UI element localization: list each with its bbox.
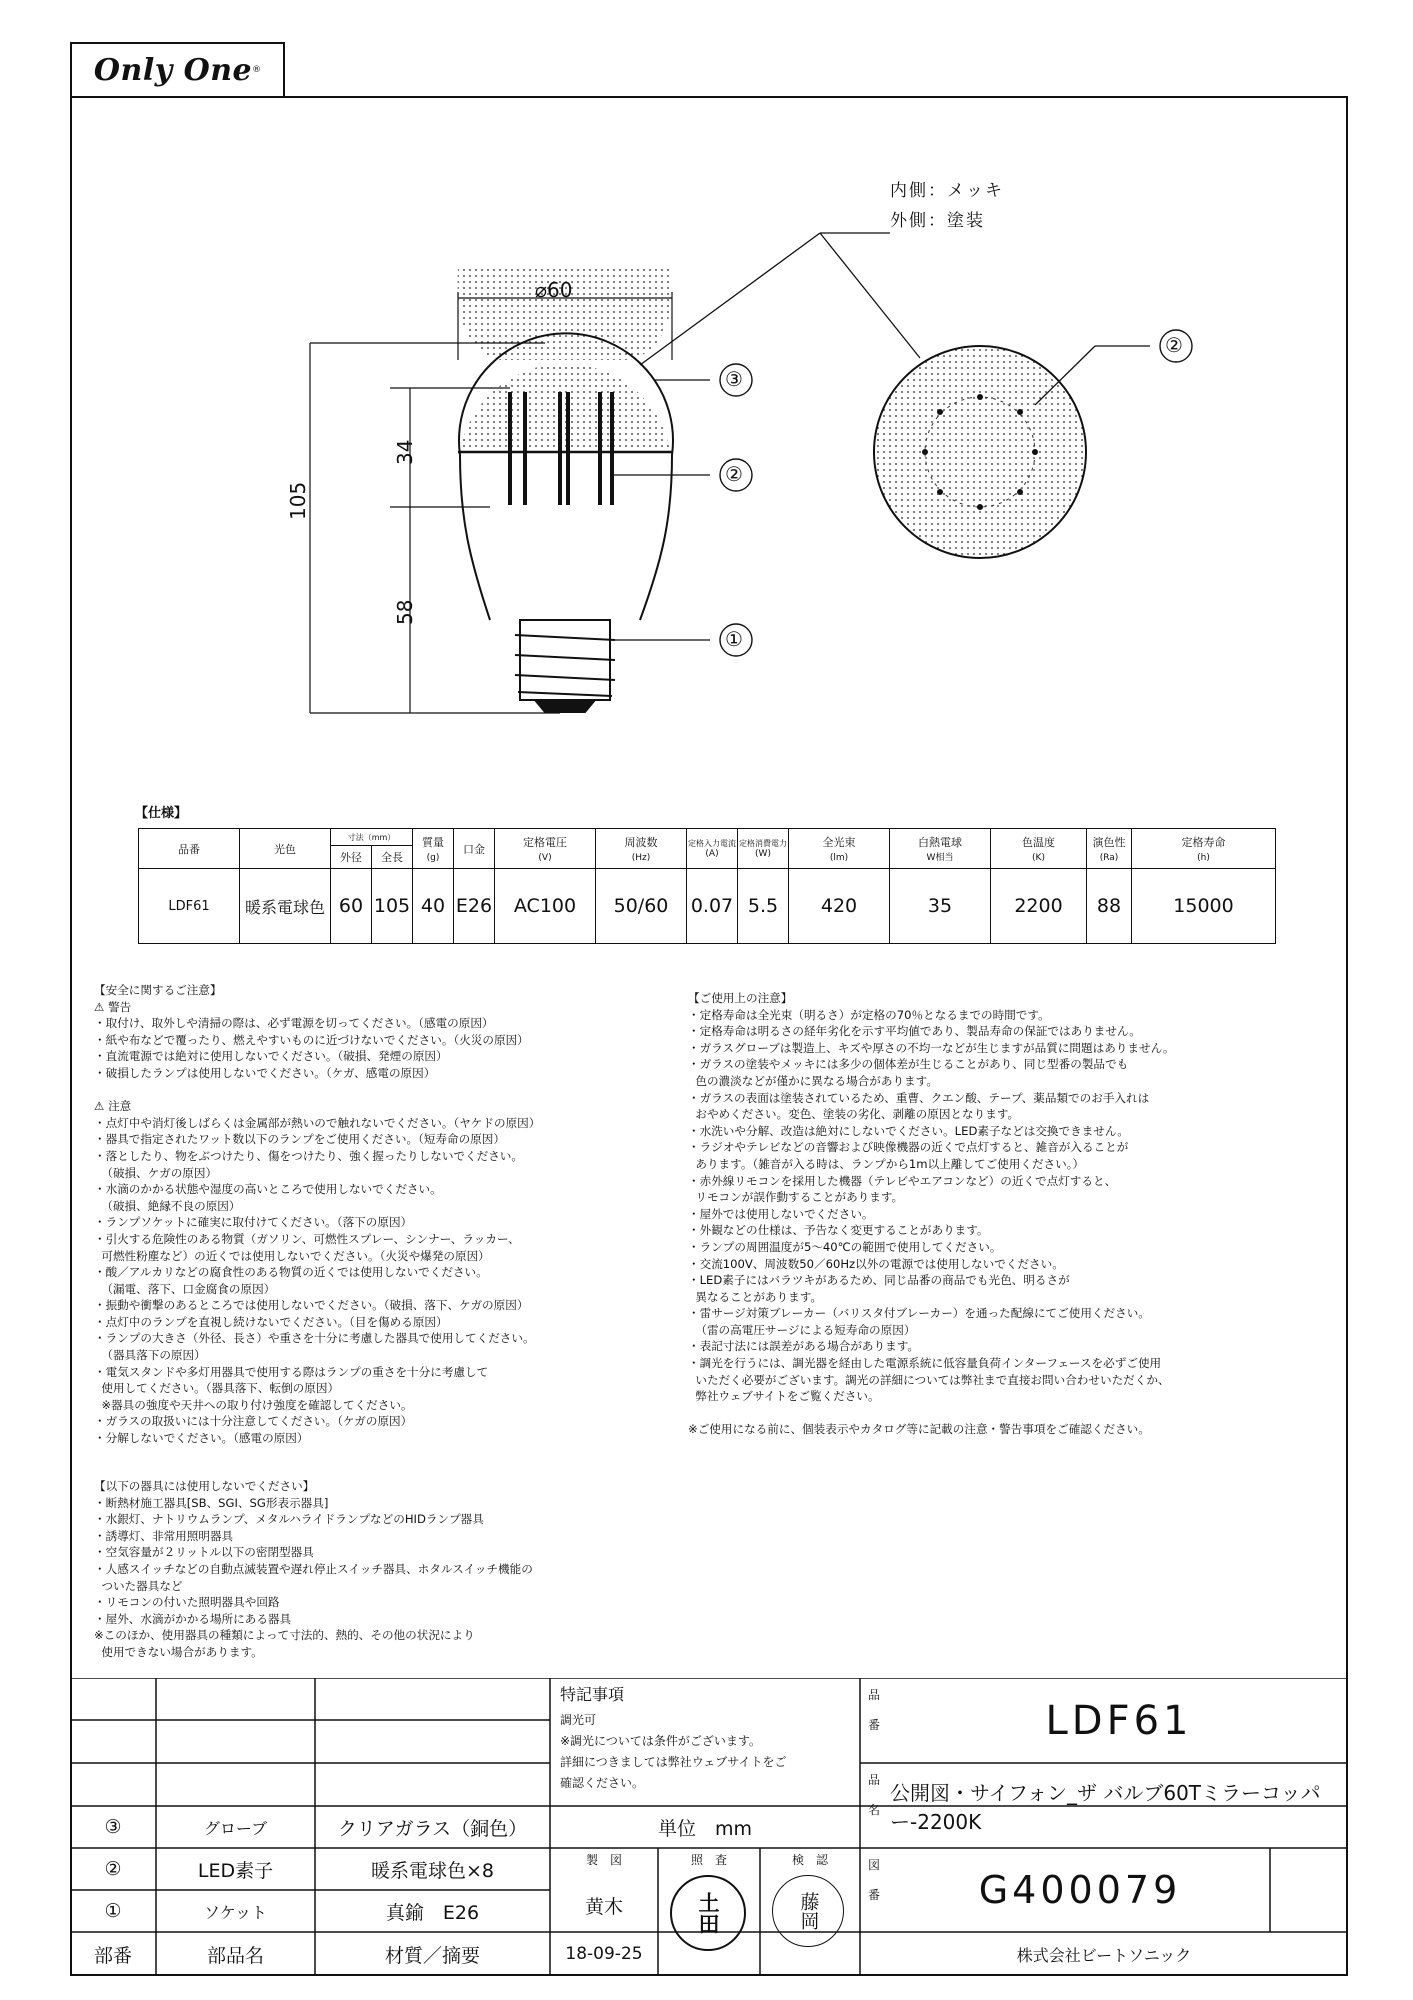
drawing-no: G400079: [978, 1868, 1182, 1912]
td-base: E26: [454, 869, 495, 944]
checked-seal: 土田: [670, 1875, 746, 1951]
td-incandescent: 35: [890, 869, 991, 944]
dim-diameter: ⌀60: [535, 278, 573, 302]
part-row-3-no: ③: [104, 1816, 122, 1838]
unit: 単位 mm: [657, 1817, 753, 1840]
th-length: 全長: [372, 846, 413, 869]
td-flux: 420: [789, 869, 890, 944]
logo-text: Only One: [93, 52, 253, 88]
marker-top-2: ②: [1165, 333, 1183, 357]
callout-inner: 内側：メッキ: [890, 181, 1004, 201]
th-outer-dia: 外径: [331, 846, 372, 869]
th-flux: 全光束 (lm): [789, 829, 890, 869]
th-power: 定格消費電力 (W): [738, 829, 789, 869]
th-mass: 質量 (g): [413, 829, 454, 869]
usage-notes: 【ご使用上の注意】 ・定格寿命は全光束（明るさ）が定格の70％となるまでの時間です。 ・定格寿命は明るさの経年劣化を示す平均値であり、製品寿命の保証ではありません。 ・ガラスグローブは製造上、キズや厚さの不均一などが生じますが品質に問題はありません。 ・ガラスの塗装やメッキには多少の個体差が生じることがあり、同じ型番の製品でも 色の濃淡などが僅かに異なる場合があります。 ・ガラスの表面は塗装されているため、重曹、クエン酸、テープ、薬品類でのお手入れは おやめください。変色、塗装の劣化、剥離の原因となります。 ・水洗いや分解、改造は絶対にしないでください。LED素子などは交換できません。 ・ラジオやテレビなどの音響および映像機器の近くで点灯すると、雑音が入ることが あります。（雑音が入る時は、ランプから1m以上離してご使用ください。） ・赤外線リモコンを採用した機器（テレビやエアコンなど）の近くで点灯すると、 リモコンが誤作動することがあります。 ・屋外では使用しないでください。 ・外観などの仕様は、予告なく変更することがあります。 ・ランプの周囲温度が5～40℃の範囲で使用してください。 ・交流100V、周波数50／60Hz以外の電源では使用しないでください。 ・LED素子にはバラツキがあるため、同じ品番の商品でも光色、明るさが 異なることがあります。 ・雷サージ対策ブレーカー（バリスタ付ブレーカー）を通った配線にてご使用ください。 （雷の高電圧サージによる短寿命の原因） ・表記寸法には誤差がある場合があります。 ・調光を行うには、調光器を経由した電源系統に低容量負荷インターフェースを必ずご使用 いただく必要がございます。調光の詳細については弊社まで直接お問い合わせいただくか、 弊社ウェブサイトをご覧ください。 ※ご使用になる前に、個装表示やカタログ等に記載の注意・警告事項をご確認ください。: [688, 991, 1175, 1437]
th-cri: 演色性 (Ra): [1087, 829, 1132, 869]
dim-total: 105: [286, 481, 310, 520]
part-row-3-material: クリアガラス（銅色）: [337, 1817, 528, 1840]
part-row-2-material: 暖系電球色×8: [370, 1859, 494, 1882]
col-header-material: 材質／摘要: [384, 1944, 480, 1967]
th-color-temp: 色温度 (K): [991, 829, 1087, 869]
bulb-front-view: [874, 346, 1086, 558]
marker-1: ①: [725, 627, 743, 651]
spec-table: [138, 828, 1276, 944]
th-incandescent: 白熱電球 W相当: [890, 829, 991, 869]
approved-label: 検 認: [791, 1852, 828, 1867]
not-usable-notes: 【以下の器具には使用しないでください】 ・断熱材施工器具[SB、SGI、SG形表示器具] ・水銀灯、ナトリウムランプ、メタルハライドランプなどのHIDランプ器具 ・誘導灯、非常用照明器具 ・空気容量が２リットル以下の密閉型器具 ・人感スイッチなどの自動点滅装置や遅れ停止スイッチ器具、ホタルスイッチ機能の ついた器具など ・リモコンの付いた照明器具や回路 ・屋外、水滴がかかる場所にある器具 ※このほか、使用器具の種類によって寸法的、熱的、その他の状況により 使用できない場合があります。: [94, 1479, 533, 1659]
th-life: 定格寿命 (h): [1132, 829, 1276, 869]
bulb-drawing: [0, 0, 1413, 800]
part-row-3-name: グローブ: [203, 1818, 268, 1838]
td-life: 15000: [1132, 869, 1276, 944]
th-base: 口金: [454, 829, 495, 869]
safety-notes: 【安全に関するご注意】 ⚠ 警告 ・取付け、取外しや清掃の際は、必ず電源を切ってください。（感電の原因） ・紙や布などで覆ったり、燃えやすいものに近づけないでください。（火災の原因） ・直流電源では絶対に使用しないでください。（破損、発煙の原因） ・破損したランプは使用しないでください。（ケガ、感電の原因） ⚠ 注意 ・点灯中や消灯後しばらくは金属部が熱いので触れないでください。（ヤケドの原因） ・器具で指定されたワット数以下のランプをご使用ください。（短寿命の原因） ・落としたり、物をぶつけたり、傷をつけたり、強く握ったりしないでください。 （破損、ケガの原因） ・水滴のかかる状態や湿度の高いところで使用しないでください。 （破損、絶縁不良の原因） ・ランプソケットに確実に取付けてください。（落下の原因） ・引火する危険性のある物質（ガソリン、可燃性スプレー、シンナー、ラッカー、 可燃性粉塵など）の近くでは使用しないでください。（火災や爆発の原因） ・酸／アルカリなどの腐食性のある物質の近くでは使用しないでください。 （漏電、落下、口金腐食の原因） ・振動や衝撃のあるところでは使用しないでください。（破損、落下、ケガの原因） ・点灯中のランプを直視し続けないでください。（目を傷める原因） ・ランプの大きさ（外径、長さ）や重さを十分に考慮した器具で使用してください。 （器具落下の原因） ・電気スタンドや多灯用器具で使用する際はランプの重さを十分に考慮して 使用してください。（器具落下、転倒の原因） ※器具の強度や天井への取り付け強度を確認してください。 ・ガラスの取扱いには十分注意してください。（ケガの原因） ・分解しないでください。（感電の原因）: [94, 983, 541, 1446]
special-title: 特記事項: [560, 1685, 625, 1704]
th-dimensions: 寸法（mm）: [331, 829, 413, 846]
marker-3: ③: [725, 367, 743, 391]
bulb-side-view: [440, 268, 690, 712]
part-row-1-name: ソケット: [203, 1902, 268, 1922]
special-text: 調光可 ※調光については条件がございます。 詳細につきましては弊社ウェブサイトをご 確認ください。: [560, 1713, 787, 1790]
th-light-color: 光色: [240, 829, 331, 869]
marker-2: ②: [725, 462, 743, 486]
td-current: 0.07: [687, 869, 738, 944]
part-no: LDF61: [1045, 1697, 1193, 1744]
td-voltage: AC100: [495, 869, 596, 944]
td-part-no: LDF61: [139, 869, 240, 944]
drawn-name: 黄木: [584, 1895, 623, 1918]
td-mass: 40: [413, 869, 454, 944]
callout-outer: 外側：塗装: [890, 211, 985, 231]
part-row-1-material: 真鍮 E26: [385, 1901, 480, 1924]
product-name: 公開図・サイフォン_ザ バルブ60Tミラーコッパー-2200K: [890, 1780, 1321, 1834]
part-row-2-name: LED素子: [197, 1859, 274, 1882]
part-no-label: 品 番: [868, 1688, 881, 1732]
drawing-no-label: 図 番: [868, 1858, 881, 1902]
th-frequency: 周波数 (Hz): [596, 829, 687, 869]
part-row-2-no: ②: [104, 1858, 122, 1880]
drawn-label: 製 図: [585, 1852, 622, 1867]
col-header-name: 部品名: [206, 1944, 264, 1967]
td-cri: 88: [1087, 869, 1132, 944]
logo-registered-mark: ®: [252, 65, 262, 75]
td-color-temp: 2200: [991, 869, 1087, 944]
date: 18-09-25: [565, 1944, 643, 1964]
name-label: 品 名: [868, 1773, 881, 1817]
spec-heading: 【仕様】: [135, 806, 188, 821]
part-row-1-no: ①: [104, 1900, 122, 1922]
th-voltage: 定格電圧 (V): [495, 829, 596, 869]
th-current: 定格入力電流 (A): [687, 829, 738, 869]
company-name: 株式会社ビートソニック: [1016, 1945, 1192, 1965]
title-block: [70, 1685, 1348, 1978]
td-frequency: 50/60: [596, 869, 687, 944]
dim-upper: 34: [393, 439, 417, 465]
approved-seal: 藤岡: [772, 1875, 844, 1947]
dim-lower: 58: [393, 599, 417, 625]
td-power: 5.5: [738, 869, 789, 944]
col-header-no: 部番: [93, 1944, 132, 1967]
checked-label: 照 査: [690, 1852, 727, 1867]
td-length: 105: [372, 869, 413, 944]
td-light-color: 暖系電球色: [240, 869, 331, 944]
td-outer-dia: 60: [331, 869, 372, 944]
th-part-no: 品番: [139, 829, 240, 869]
